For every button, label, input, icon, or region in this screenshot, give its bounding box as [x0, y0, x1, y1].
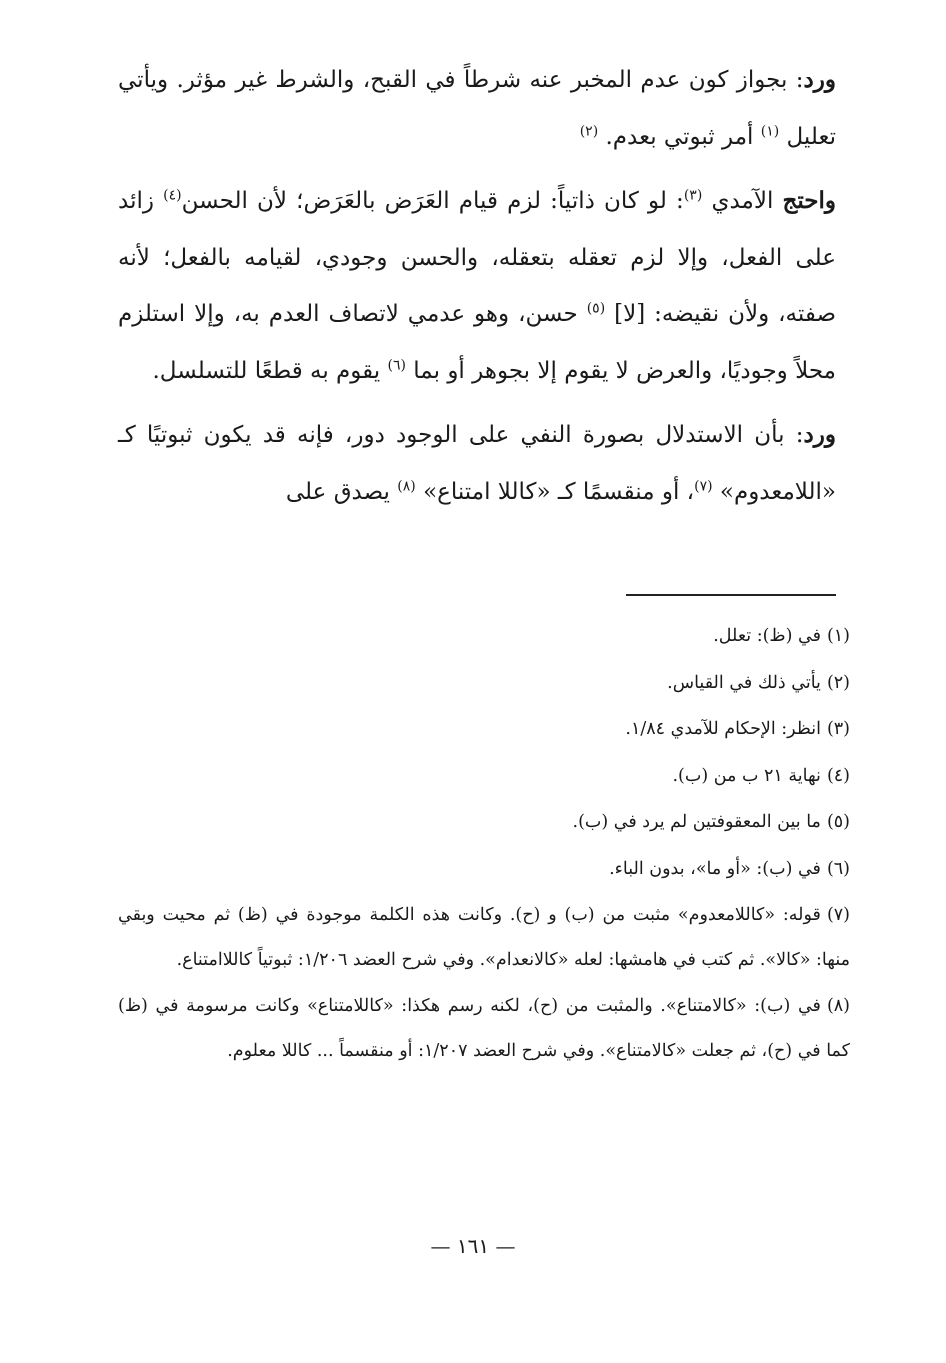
paragraph-1	[118, 52, 836, 165]
paragraph-text: الآمدي	[711, 188, 783, 214]
footnote-divider	[626, 594, 836, 596]
footnote-text: في (ظ): تعلل.	[713, 626, 821, 646]
paragraph-text: : بجواز كون عدم المخبر عنه شرطاً في القبح، والشرط غير مؤثر. ويأتي تعليل	[118, 67, 836, 150]
footnote-6	[118, 847, 850, 892]
footnote-5	[118, 800, 850, 845]
paragraph-lead-word: واحتج	[782, 187, 836, 214]
footnote-text: ما بين المعقوفتين لم يرد في (ب).	[572, 812, 821, 832]
paragraph-lead-word: ورد	[803, 421, 836, 448]
footnote-number: (٥)	[826, 812, 850, 832]
footnote-ref-8[interactable]: (٨)	[397, 477, 416, 494]
footnote-text: قوله: «كاللامعدوم» مثبت من (ب) و (ح). وكانت هذه الكلمة موجودة في (ظ) ثم محيت وبقي منها: «كالا». ثم كتب في هامشها: لعله «كالانعدام». وفي شرح العضد ١/٢٠٦: ثبوتياً كاللاامتناع.	[118, 905, 850, 970]
paragraph-text: يقوم به قطعًا للتسلسل.	[152, 357, 388, 384]
footnote-text: انظر: الإحكام للآمدي ١/٨٤.	[625, 719, 821, 739]
page-number: — ١٦١ —	[430, 1234, 516, 1258]
footnote-4	[118, 754, 850, 799]
footnote-number: (٦)	[826, 858, 850, 879]
footnotes-section	[118, 614, 850, 1075]
footnote-ref-5[interactable]: (٥)	[586, 300, 606, 317]
paragraph-text: أمر ثبوتي بعدم.	[605, 123, 761, 150]
footnote-1	[118, 614, 850, 659]
footnote-number: (٨)	[826, 996, 850, 1016]
footnote-ref-7[interactable]: (٧)	[694, 477, 713, 494]
footnote-ref-1[interactable]: (١)	[760, 122, 780, 139]
footnote-number: (٢)	[826, 672, 850, 693]
footnote-7	[118, 893, 850, 982]
footnote-number: (٤)	[826, 765, 850, 786]
footnote-text: يأتي ذلك في القياس.	[667, 672, 821, 693]
main-text-body	[118, 52, 836, 528]
paragraph-text: يصدق على	[285, 478, 398, 505]
paragraph-text: : بأن الاستدلال بصورة النفي على الوجود دور، فإنه قد يكون ثبوتيًا كـ «اللامعدوم»	[118, 422, 836, 505]
footnote-text: في (ب): «أو ما»، بدون الباء.	[609, 858, 821, 879]
footnote-2	[118, 661, 850, 706]
footnote-ref-2[interactable]: (٢)	[579, 122, 599, 139]
footnote-number: (٧)	[826, 905, 850, 925]
footnote-text: نهاية ٢١ ب من (ب).	[672, 765, 821, 786]
footnote-number: (٣)	[826, 719, 850, 739]
footnote-number: (١)	[826, 626, 850, 646]
paragraph-3	[118, 407, 836, 520]
paragraph-2	[118, 173, 836, 399]
footnote-ref-4[interactable]: (٤)	[163, 187, 182, 204]
footnote-3	[118, 707, 850, 752]
paragraph-lead-word: ورد	[803, 66, 836, 93]
footnote-ref-3[interactable]: (٣)	[683, 187, 703, 204]
paragraph-text: زائد على الفعل، وإلا لزم تعقله بتعقله، والحسن وجودي، لقيامه بالفعل؛ لأنه صفته، ولأن نقيضه: [لا]	[118, 188, 836, 327]
paragraph-text: حسن، وهو عدمي لاتصاف العدم به، وإلا استلزم محلاً وجوديًا، والعرض لا يقوم إلا بجوهر أو بما	[118, 301, 836, 384]
paragraph-text: ، أو منقسمًا كـ «كاللا امتناع»	[423, 478, 695, 505]
footnote-text: في (ب): «كالامتناع». والمثبت من (ح)، لكنه رسم هكذا: «كاللامتناع» وكانت مرسومة في (ظ) كما في (ح)، ثم جعلت «كالامتناع». وفي شرح العضد ١/٢٠٧: أو منقسماً ... كاللا معلوم.	[118, 996, 850, 1061]
paragraph-text: : لو كان ذاتياً: لزم قيام العَرَض بالعَرَض؛ لأن الحسن	[181, 188, 684, 214]
footnote-ref-6[interactable]: (٦)	[387, 356, 406, 373]
footnote-8	[118, 984, 850, 1073]
